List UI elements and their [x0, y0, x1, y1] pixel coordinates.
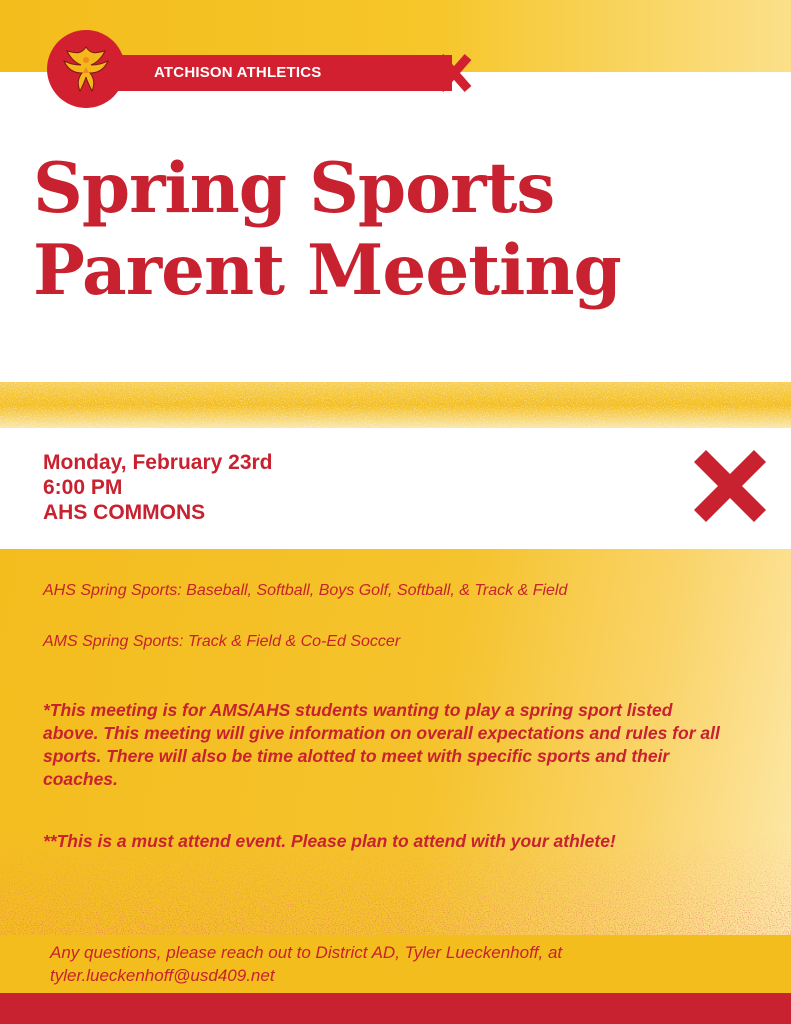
event-details — [43, 450, 273, 525]
footer-contact — [50, 942, 562, 987]
event-time: 6:00 PM — [43, 476, 123, 499]
gold-grain-band — [0, 382, 791, 428]
bottom-red-strip — [0, 993, 791, 1024]
attendance-note: **This is a must attend event. Please plan to attend with your athlete! — [43, 831, 616, 851]
meeting-note: *This meeting is for AMS/AHS students wanting to play a spring sport listed above. This meeting will give information on overall expectations and rules for all sports. There will also be time alotted to meet with specific sports and their coaches. — [43, 700, 720, 789]
contact-email: tyler.lueckenhoff@usd409.net — [50, 965, 275, 985]
x-mark-icon — [692, 448, 768, 524]
ahs-sports-list: AHS Spring Sports: Baseball, Softball, Boys Golf, Softball, & Track & Field — [43, 582, 568, 599]
ribbon-label: ATCHISON ATHLETICS — [154, 64, 322, 81]
event-location: AHS COMMONS — [43, 501, 206, 524]
title-line-2: Parent Meeting — [33, 230, 621, 311]
logo-badge — [47, 30, 125, 108]
event-date: Monday, February 23rd — [43, 451, 273, 474]
x-icon — [436, 52, 472, 94]
footer-contact-line: Any questions, please reach out to District AD, Tyler Lueckenhoff, at — [50, 943, 563, 962]
page-title — [33, 148, 621, 312]
title-line-1: Spring Sports — [33, 148, 555, 229]
ams-sports-list: AMS Spring Sports: Track & Field & Co-Ed Soccer — [43, 633, 401, 650]
phoenix-icon — [61, 43, 111, 95]
